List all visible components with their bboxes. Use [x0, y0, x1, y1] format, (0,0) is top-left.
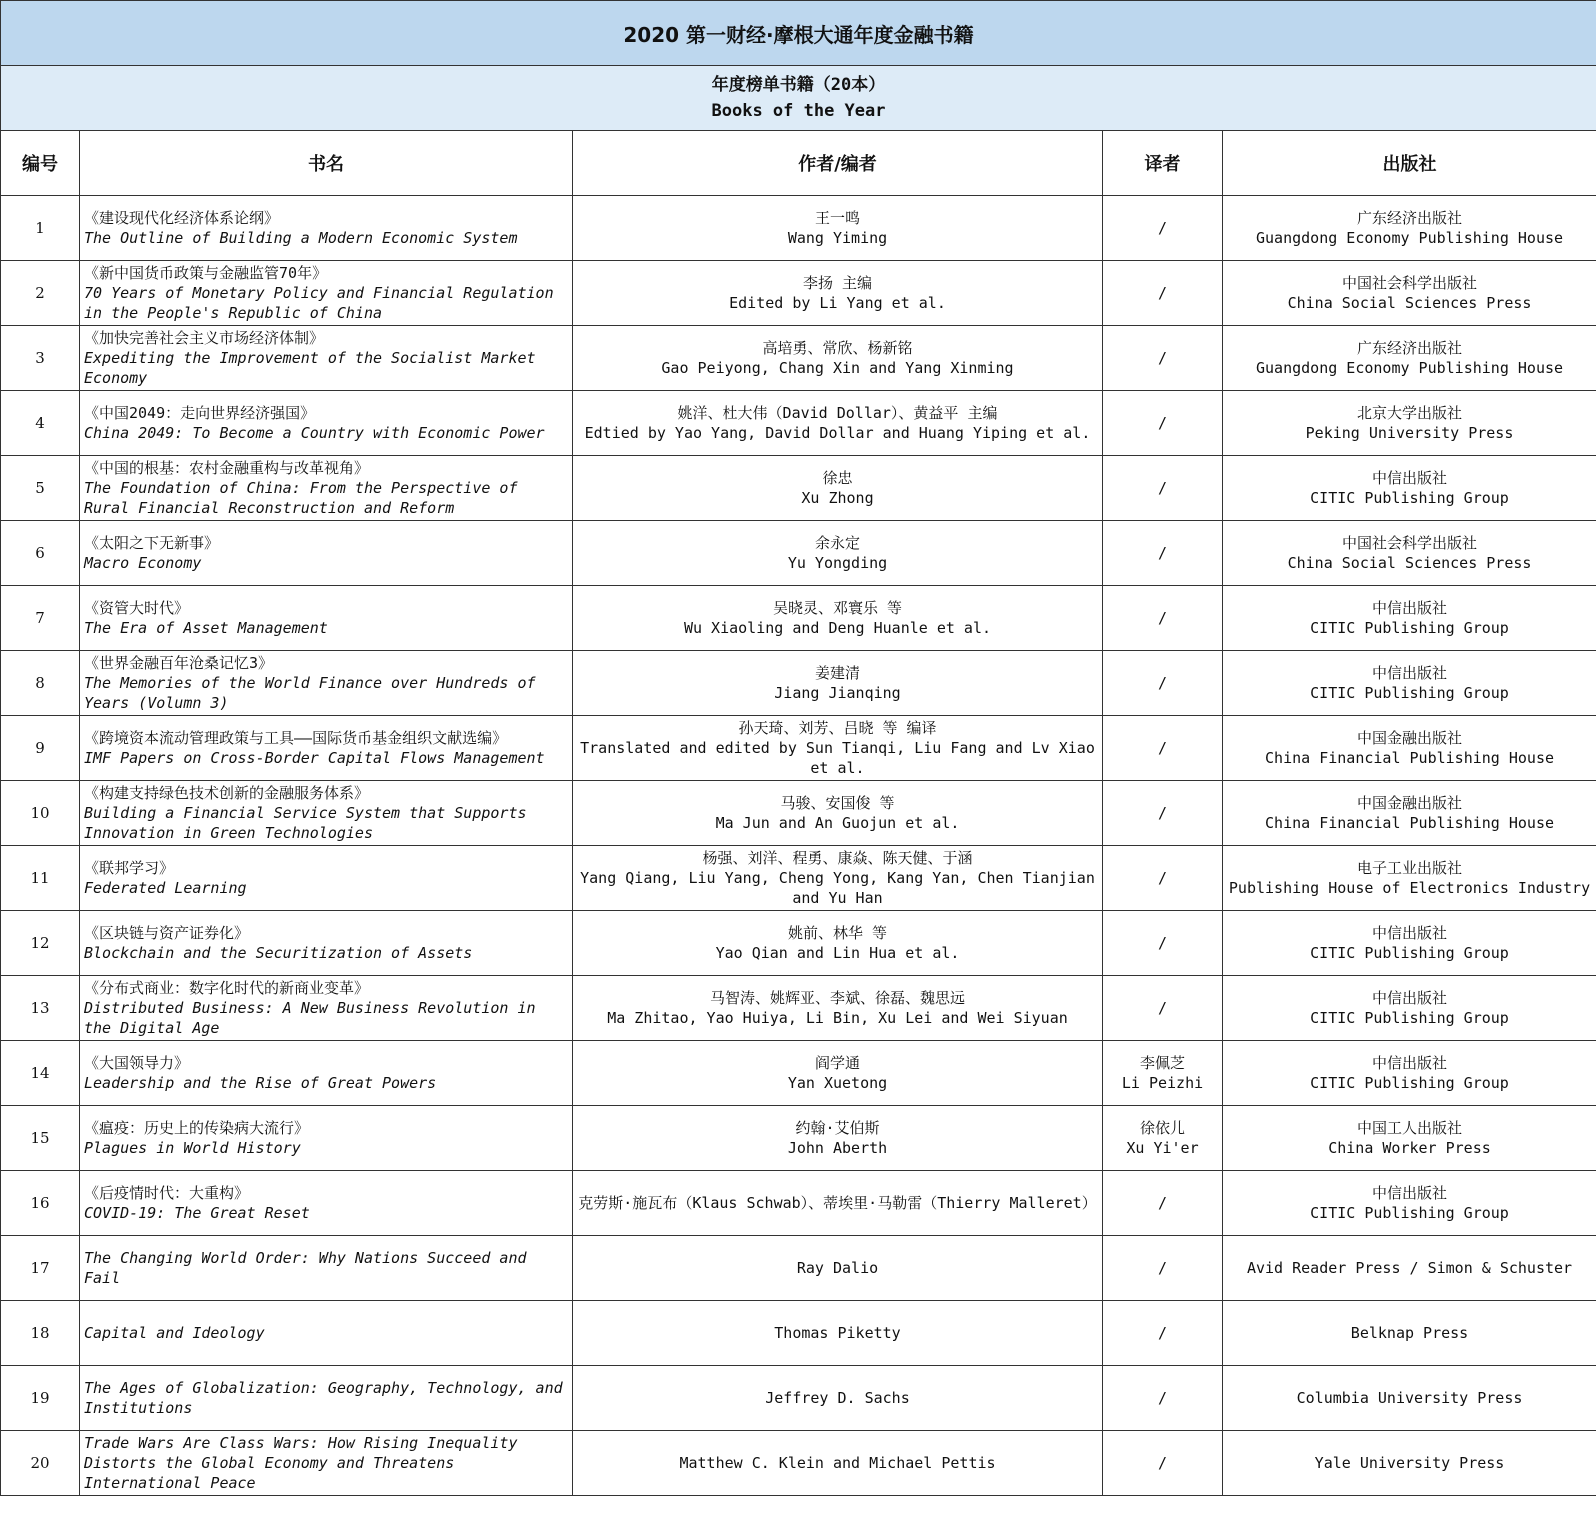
publisher-en: China Worker Press: [1328, 1139, 1491, 1157]
translator-zh: /: [1157, 1194, 1168, 1212]
table-row: [1, 1301, 1596, 1366]
translator-en: Xu Yi'er: [1126, 1139, 1199, 1157]
publisher-zh: 北京大学出版社: [1357, 404, 1463, 422]
author-en: Yao Qian and Lin Hua et al.: [715, 944, 960, 962]
cell-translator: [1103, 521, 1223, 586]
header-num: 编号: [1, 131, 80, 196]
cell-author: [573, 1171, 1103, 1236]
cell-publisher: [1223, 326, 1596, 391]
translator-zh: /: [1157, 674, 1168, 692]
author-zh: 孙天琦、刘芳、吕晓 等 编译: [738, 719, 937, 737]
publisher-en: China Social Sciences Press: [1287, 294, 1532, 312]
cell-author: [573, 781, 1103, 846]
title-zh: 《瘟疫：历史上的传染病大流行》: [84, 1119, 310, 1137]
publisher-en: Avid Reader Press / Simon & Schuster: [1246, 1259, 1573, 1277]
cell-author: [573, 1431, 1103, 1496]
cell-publisher: [1223, 586, 1596, 651]
author-en: Edited by Li Yang et al.: [729, 294, 946, 312]
publisher-en: Yale University Press: [1314, 1454, 1505, 1472]
author-zh: 余永定: [814, 534, 860, 552]
table-row: [1, 781, 1596, 846]
translator-zh: /: [1157, 349, 1168, 367]
publisher-zh: 中信出版社: [1372, 924, 1448, 942]
cell-num: 11: [1, 846, 80, 911]
cell-author: [573, 1366, 1103, 1431]
cell-translator: [1103, 1431, 1223, 1496]
author-zh: 李扬 主编: [802, 274, 873, 292]
author-zh: 马智涛、姚辉亚、李斌、徐磊、魏思远: [709, 989, 965, 1007]
translator-zh: /: [1157, 284, 1168, 302]
publisher-zh: 中信出版社: [1372, 664, 1448, 682]
author-zh: 姚前、林华 等: [787, 924, 888, 942]
cell-num: 1: [1, 196, 80, 261]
title-en: Plagues in World History: [84, 1139, 301, 1157]
author-en: Ma Zhitao, Yao Huiya, Li Bin, Xu Lei and Wei Siyuan: [607, 1009, 1068, 1027]
author-zh: 杨强、刘洋、程勇、康焱、陈天健、于涵: [702, 849, 973, 867]
publisher-zh: 中信出版社: [1372, 469, 1448, 487]
author-en: Yang Qiang, Liu Yang, Cheng Yong, Kang Yan, Chen Tianjian and Yu Han: [580, 869, 1095, 907]
cell-author: [573, 1041, 1103, 1106]
header-publisher: 出版社: [1223, 131, 1596, 196]
cell-publisher: [1223, 1041, 1596, 1106]
table-row: [1, 196, 1596, 261]
cell-publisher: [1223, 1236, 1596, 1301]
cell-translator: [1103, 1106, 1223, 1171]
cell-num: 2: [1, 261, 80, 326]
author-zh: 克劳斯·施瓦布（Klaus Schwab）、蒂埃里·马勒雷（Thierry Malleret）: [578, 1194, 1097, 1212]
cell-title: [80, 1106, 573, 1171]
cell-publisher: [1223, 716, 1596, 781]
title-en: Leadership and the Rise of Great Powers: [84, 1074, 437, 1092]
table-row: [1, 976, 1596, 1041]
header-author: 作者/编者: [573, 131, 1103, 196]
title-en: China 2049: To Become a Country with Economic Power: [84, 424, 545, 442]
subtitle-zh: 年度榜单书籍（20本）: [711, 75, 886, 95]
publisher-zh: 中信出版社: [1372, 1184, 1448, 1202]
table-row: [1, 326, 1596, 391]
cell-publisher: [1223, 1301, 1596, 1366]
cell-title: [80, 976, 573, 1041]
author-en: Yan Xuetong: [787, 1074, 888, 1092]
sheet-subtitle: [1, 66, 1596, 131]
title-en: The Memories of the World Finance over Hundreds of Years (Volumn 3): [84, 674, 536, 712]
cell-author: [573, 976, 1103, 1041]
cell-num: 3: [1, 326, 80, 391]
translator-zh: /: [1157, 1389, 1168, 1407]
cell-translator: [1103, 586, 1223, 651]
cell-translator: [1103, 456, 1223, 521]
title-zh: 《太阳之下无新事》: [84, 534, 220, 552]
publisher-en: China Financial Publishing House: [1265, 814, 1554, 832]
publisher-en: CITIC Publishing Group: [1310, 619, 1509, 637]
cell-publisher: [1223, 391, 1596, 456]
author-en: Gao Peiyong, Chang Xin and Yang Xinming: [661, 359, 1014, 377]
cell-title: [80, 1041, 573, 1106]
cell-author: [573, 1301, 1103, 1366]
cell-author: [573, 521, 1103, 586]
publisher-en: Guangdong Economy Publishing House: [1255, 359, 1564, 377]
cell-publisher: [1223, 261, 1596, 326]
translator-en: Li Peizhi: [1121, 1074, 1204, 1092]
author-en: Wu Xiaoling and Deng Huanle et al.: [683, 619, 992, 637]
translator-zh: /: [1157, 544, 1168, 562]
cell-num: 20: [1, 1431, 80, 1496]
translator-zh: /: [1157, 739, 1168, 757]
table-row: [1, 521, 1596, 586]
cell-num: 13: [1, 976, 80, 1041]
publisher-en: Guangdong Economy Publishing House: [1255, 229, 1564, 247]
table-row: [1, 391, 1596, 456]
title-zh: 《资管大时代》: [84, 599, 190, 617]
title-en: The Era of Asset Management: [84, 619, 328, 637]
cell-title: [80, 911, 573, 976]
table-row: [1, 586, 1596, 651]
cell-num: 16: [1, 1171, 80, 1236]
cell-num: 15: [1, 1106, 80, 1171]
title-en: The Ages of Globalization: Geography, Technology, and Institutions: [84, 1379, 563, 1417]
cell-title: [80, 586, 573, 651]
cell-title: [80, 1171, 573, 1236]
cell-publisher: [1223, 1106, 1596, 1171]
cell-publisher: [1223, 1431, 1596, 1496]
author-en: Thomas Piketty: [774, 1324, 901, 1342]
cell-title: [80, 456, 573, 521]
publisher-en: CITIC Publishing Group: [1310, 944, 1509, 962]
table-row: [1, 1431, 1596, 1496]
title-zh: 《区块链与资产证券化》: [84, 924, 250, 942]
cell-num: 6: [1, 521, 80, 586]
title-en: IMF Papers on Cross-Border Capital Flows Management: [84, 749, 545, 767]
table-row: [1, 1106, 1596, 1171]
publisher-en: Columbia University Press: [1296, 1389, 1523, 1407]
translator-zh: 李佩芝: [1139, 1054, 1185, 1072]
title-zh: 《建设现代化经济体系论纲》: [84, 209, 280, 227]
publisher-en: China Social Sciences Press: [1287, 554, 1532, 572]
cell-author: [573, 326, 1103, 391]
cell-author: [573, 196, 1103, 261]
title-zh: 《世界金融百年沧桑记忆3》: [84, 654, 274, 672]
author-zh: 王一鸣: [814, 209, 860, 227]
cell-publisher: [1223, 456, 1596, 521]
cell-publisher: [1223, 651, 1596, 716]
translator-zh: /: [1157, 934, 1168, 952]
cell-num: 8: [1, 651, 80, 716]
title-zh: 《构建支持绿色技术创新的金融服务体系》: [84, 784, 370, 802]
title-en: The Changing World Order: Why Nations Succeed and Fail: [84, 1249, 527, 1287]
header-title: 书名: [80, 131, 573, 196]
cell-translator: [1103, 911, 1223, 976]
author-en: Xu Zhong: [801, 489, 874, 507]
translator-zh: /: [1157, 219, 1168, 237]
cell-publisher: [1223, 521, 1596, 586]
author-zh: 马骏、安国俊 等: [780, 794, 895, 812]
cell-num: 17: [1, 1236, 80, 1301]
table-row: [1, 1041, 1596, 1106]
cell-author: [573, 1236, 1103, 1301]
author-en: Jiang Jianqing: [774, 684, 901, 702]
cell-num: 14: [1, 1041, 80, 1106]
author-en: Edtied by Yao Yang, David Dollar and Huang Yiping et al.: [584, 424, 1091, 442]
title-zh: 《中国的根基：农村金融重构与改革视角》: [84, 459, 370, 477]
cell-translator: [1103, 651, 1223, 716]
cell-author: [573, 261, 1103, 326]
publisher-zh: 中信出版社: [1372, 1054, 1448, 1072]
title-en: COVID-19: The Great Reset: [84, 1204, 310, 1222]
cell-publisher: [1223, 196, 1596, 261]
author-en: Ray Dalio: [796, 1259, 879, 1277]
translator-zh: /: [1157, 1324, 1168, 1342]
title-en: Blockchain and the Securitization of Assets: [84, 944, 473, 962]
publisher-zh: 电子工业出版社: [1357, 859, 1463, 877]
cell-title: [80, 521, 573, 586]
table-row: [1, 1236, 1596, 1301]
publisher-zh: 中信出版社: [1372, 989, 1448, 1007]
author-zh: 阎学通: [814, 1054, 860, 1072]
author-en: Translated and edited by Sun Tianqi, Liu Fang and Lv Xiao et al.: [580, 739, 1095, 777]
cell-author: [573, 1106, 1103, 1171]
title-zh: 《加快完善社会主义市场经济体制》: [84, 329, 325, 347]
cell-title: [80, 781, 573, 846]
table-row: [1, 261, 1596, 326]
translator-zh: /: [1157, 609, 1168, 627]
publisher-zh: 中国金融出版社: [1357, 794, 1463, 812]
cell-num: 12: [1, 911, 80, 976]
publisher-zh: 广东经济出版社: [1357, 339, 1463, 357]
author-en: Ma Jun and An Guojun et al.: [715, 814, 960, 832]
author-zh: 高培勇、常欣、杨新铭: [762, 339, 913, 357]
header-translator: 译者: [1103, 131, 1223, 196]
cell-publisher: [1223, 1171, 1596, 1236]
table-row: [1, 716, 1596, 781]
cell-translator: [1103, 976, 1223, 1041]
cell-num: 19: [1, 1366, 80, 1431]
translator-zh: /: [1157, 804, 1168, 822]
cell-publisher: [1223, 1366, 1596, 1431]
table-row: [1, 1366, 1596, 1431]
publisher-zh: 广东经济出版社: [1357, 209, 1463, 227]
publisher-zh: 中信出版社: [1372, 599, 1448, 617]
cell-translator: [1103, 1301, 1223, 1366]
publisher-en: CITIC Publishing Group: [1310, 1009, 1509, 1027]
header-row: [1, 131, 1596, 196]
subtitle-en: Books of the Year: [711, 101, 886, 121]
title-en: Building a Financial Service System that Supports Innovation in Green Technologies: [84, 804, 527, 842]
cell-author: [573, 391, 1103, 456]
author-zh: 吴晓灵、邓寰乐 等: [772, 599, 903, 617]
author-en: Jeffrey D. Sachs: [765, 1389, 910, 1407]
title-en: Trade Wars Are Class Wars: How Rising Inequality Distorts the Global Economy and Threatens International Peace: [84, 1434, 518, 1492]
table-row: [1, 846, 1596, 911]
cell-author: [573, 846, 1103, 911]
title-en: Federated Learning: [84, 879, 247, 897]
title-en: Expediting the Improvement of the Socialist Market Economy: [84, 349, 536, 387]
cell-publisher: [1223, 781, 1596, 846]
cell-translator: [1103, 1171, 1223, 1236]
cell-num: 5: [1, 456, 80, 521]
translator-zh: 徐依儿: [1139, 1119, 1185, 1137]
author-zh: 徐忠: [822, 469, 853, 487]
cell-author: [573, 716, 1103, 781]
translator-zh: /: [1157, 1259, 1168, 1277]
translator-zh: /: [1157, 999, 1168, 1017]
publisher-en: CITIC Publishing Group: [1310, 1204, 1509, 1222]
cell-title: [80, 651, 573, 716]
cell-title: [80, 391, 573, 456]
title-zh: 《中国2049：走向世界经济强国》: [84, 404, 316, 422]
subtitle-row: [1, 66, 1596, 131]
cell-num: 4: [1, 391, 80, 456]
author-en: Wang Yiming: [787, 229, 888, 247]
author-zh: 姚洋、杜大伟（David Dollar）、黄益平 主编: [677, 404, 998, 422]
publisher-zh: 中国金融出版社: [1357, 729, 1463, 747]
cell-title: [80, 1366, 573, 1431]
publisher-en: CITIC Publishing Group: [1310, 1074, 1509, 1092]
table-row: [1, 911, 1596, 976]
cell-translator: [1103, 846, 1223, 911]
title-zh: 《新中国货币政策与金融监管70年》: [84, 264, 328, 282]
cell-num: 7: [1, 586, 80, 651]
title-zh: 《分布式商业：数字化时代的新商业变革》: [84, 979, 370, 997]
translator-zh: /: [1157, 479, 1168, 497]
translator-zh: /: [1157, 869, 1168, 887]
publisher-en: Belknap Press: [1350, 1324, 1469, 1342]
publisher-en: China Financial Publishing House: [1265, 749, 1554, 767]
translator-zh: /: [1157, 414, 1168, 432]
cell-title: [80, 846, 573, 911]
author-en: Yu Yongding: [787, 554, 888, 572]
cell-translator: [1103, 1366, 1223, 1431]
title-en: Macro Economy: [84, 554, 202, 572]
cell-title: [80, 326, 573, 391]
cell-title: [80, 261, 573, 326]
cell-title: [80, 1301, 573, 1366]
cell-publisher: [1223, 976, 1596, 1041]
cell-translator: [1103, 196, 1223, 261]
author-zh: 姜建清: [814, 664, 860, 682]
title-en: The Outline of Building a Modern Economic System: [84, 229, 518, 247]
publisher-zh: 中国社会科学出版社: [1342, 534, 1478, 552]
cell-author: [573, 651, 1103, 716]
cell-translator: [1103, 1236, 1223, 1301]
cell-translator: [1103, 391, 1223, 456]
cell-title: [80, 196, 573, 261]
table-row: [1, 651, 1596, 716]
cell-title: [80, 716, 573, 781]
cell-author: [573, 586, 1103, 651]
title-en: Capital and Ideology: [84, 1324, 265, 1342]
cell-translator: [1103, 781, 1223, 846]
title-zh: 《联邦学习》: [84, 859, 175, 877]
title-en: The Foundation of China: From the Perspective of Rural Financial Reconstruction and Reform: [84, 479, 518, 517]
cell-translator: [1103, 261, 1223, 326]
author-zh: 约翰·艾伯斯: [795, 1119, 880, 1137]
publisher-zh: 中国社会科学出版社: [1342, 274, 1478, 292]
cell-title: [80, 1431, 573, 1496]
title-en: 70 Years of Monetary Policy and Financial Regulation in the People's Republic of China: [84, 284, 554, 322]
publisher-en: Publishing House of Electronics Industry: [1228, 879, 1591, 897]
cell-num: 9: [1, 716, 80, 781]
cell-author: [573, 911, 1103, 976]
cell-publisher: [1223, 846, 1596, 911]
table-row: [1, 1171, 1596, 1236]
cell-translator: [1103, 1041, 1223, 1106]
publisher-en: Peking University Press: [1305, 424, 1514, 442]
cell-translator: [1103, 716, 1223, 781]
title-row: [1, 1, 1596, 66]
title-zh: 《后疫情时代：大重构》: [84, 1184, 250, 1202]
translator-zh: /: [1157, 1454, 1168, 1472]
cell-publisher: [1223, 911, 1596, 976]
table-row: [1, 456, 1596, 521]
cell-author: [573, 456, 1103, 521]
cell-num: 10: [1, 781, 80, 846]
title-en: Distributed Business: A New Business Revolution in the Digital Age: [84, 999, 536, 1037]
cell-num: 18: [1, 1301, 80, 1366]
sheet-title: 2020 第一财经·摩根大通年度金融书籍: [1, 1, 1596, 66]
cell-title: [80, 1236, 573, 1301]
title-zh: 《跨境资本流动管理政策与工具——国际货币基金组织文献选编》: [84, 729, 508, 747]
publisher-zh: 中国工人出版社: [1357, 1119, 1463, 1137]
publisher-en: CITIC Publishing Group: [1310, 684, 1509, 702]
author-en: Matthew C. Klein and Michael Pettis: [679, 1454, 996, 1472]
title-zh: 《大国领导力》: [84, 1054, 190, 1072]
cell-translator: [1103, 326, 1223, 391]
publisher-en: CITIC Publishing Group: [1310, 489, 1509, 507]
author-en: John Aberth: [787, 1139, 888, 1157]
